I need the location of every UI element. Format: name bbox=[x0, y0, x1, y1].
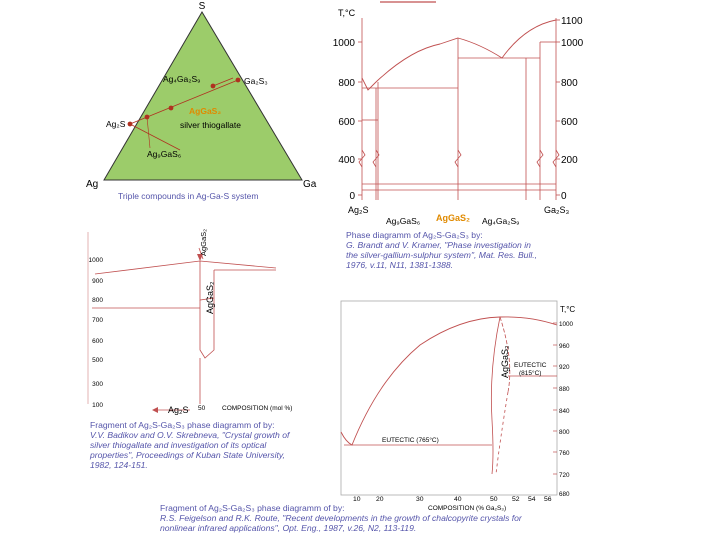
xtick-40: 40 bbox=[454, 496, 462, 503]
caption-ref: 1976, v.11, N11, 1381-1388. bbox=[346, 260, 454, 270]
caption-ref: 1982, 124-151. bbox=[90, 460, 148, 470]
axis-label-t: T,°C bbox=[560, 305, 576, 314]
compound-label-top: AgGaS₂ bbox=[199, 228, 208, 256]
triangle-caption: Triple compounds in Ag-Ga-S system bbox=[118, 191, 259, 201]
caption-line bbox=[346, 240, 586, 250]
tick-left-400: 400 bbox=[338, 155, 355, 166]
xtick-52: 52 bbox=[512, 496, 520, 503]
tick-720: 720 bbox=[559, 472, 570, 479]
caption-line bbox=[346, 250, 586, 260]
tick-1000: 1000 bbox=[88, 257, 103, 264]
label-ag2s: Ag₂S bbox=[106, 119, 126, 129]
phase-diagram-brandt bbox=[333, 2, 584, 226]
caption-ref: V.V. Badikov and O.V. Skrebneva, "Crystal growth of bbox=[90, 430, 290, 440]
arrow-left-head bbox=[152, 407, 158, 413]
eutectic-label-765: EUTECTIC (765°C) bbox=[382, 437, 439, 444]
phase-diagram-badikov bbox=[88, 229, 292, 415]
tick-840: 840 bbox=[559, 408, 570, 415]
caption-ref: the silver-gallium-sulphur system", Mat. Res. Bull., bbox=[346, 250, 538, 260]
tick-300: 300 bbox=[92, 381, 103, 388]
tick-right-1000: 1000 bbox=[561, 38, 584, 49]
xlabel-ag9gas6: Ag₉GaS₆ bbox=[386, 216, 421, 226]
tick-right-1100: 1100 bbox=[561, 16, 583, 27]
caption-ref: properties", Proceedings of Kuban State University, bbox=[90, 450, 285, 460]
caption-line bbox=[160, 523, 600, 533]
phase-diagram-feigelson bbox=[341, 301, 575, 512]
caption-feigelson bbox=[160, 503, 600, 533]
solvus-left bbox=[491, 317, 500, 474]
xtick-50: 50 bbox=[490, 496, 498, 503]
label-aggas2: AgGaS₂ bbox=[189, 106, 222, 116]
caption-ref: G. Brandt and V. Kramer, "Phase investigation in bbox=[346, 240, 531, 250]
tick-right-600: 600 bbox=[561, 117, 578, 128]
tick-600: 600 bbox=[92, 338, 103, 345]
tick-left-800: 800 bbox=[338, 78, 355, 89]
tick-900: 900 bbox=[92, 278, 103, 285]
caption-brandt bbox=[346, 230, 586, 270]
point-ag4ga2s9 bbox=[211, 84, 216, 89]
caption-badikov bbox=[90, 420, 330, 470]
label-ag9gas6: Ag₉GaS₆ bbox=[147, 149, 182, 159]
tick-right-200: 200 bbox=[561, 155, 578, 166]
caption-ref: R.S. Feigelson and R.K. Route, "Recent developments in the growth of chalcopyrite crystals for bbox=[160, 513, 522, 523]
xtick-54: 54 bbox=[528, 496, 536, 503]
caption-line bbox=[90, 440, 330, 450]
tick-left-600: 600 bbox=[338, 117, 355, 128]
tick-left-0: 0 bbox=[349, 191, 355, 202]
caption-ref: nonlinear infrared applications", Opt. Eng., 1987, v.26, N2, 113-119. bbox=[160, 523, 417, 533]
tick-1000: 1000 bbox=[559, 321, 574, 328]
caption-ref: silver thiogallate and investigation of its optical bbox=[90, 440, 267, 450]
tick-left-1000: 1000 bbox=[332, 38, 355, 49]
tick-700: 700 bbox=[92, 317, 103, 324]
xlabel-aggas2: AgGaS₂ bbox=[436, 213, 471, 223]
vertex-s-label: S bbox=[198, 1, 206, 12]
tick-920: 920 bbox=[559, 364, 570, 371]
xlabel-ag2s: Ag₂S bbox=[348, 205, 369, 215]
caption-line bbox=[160, 513, 600, 523]
liquidus-curve bbox=[341, 317, 557, 445]
tick-680: 680 bbox=[559, 491, 570, 498]
x-axis-label: COMPOSITION (mol %) bbox=[222, 405, 293, 412]
caption-line bbox=[90, 430, 330, 440]
tick-right-0: 0 bbox=[561, 191, 567, 202]
point-ga2s3 bbox=[236, 78, 241, 83]
point-aggas2 bbox=[169, 106, 174, 111]
tick-500: 500 bbox=[92, 357, 103, 364]
ternary-diagram bbox=[86, 1, 317, 201]
xtick-50: 50 bbox=[198, 405, 206, 412]
caption-line: Fragment of Ag₂S-Ga₂S₃ phase diagramm of by: bbox=[160, 503, 345, 513]
caption-line: Fragment of Ag₂S-Ga₂S₃ phase diagramm of by: bbox=[90, 420, 275, 430]
tick-800: 800 bbox=[92, 297, 103, 304]
plot-frame bbox=[341, 301, 557, 495]
x-axis-label: COMPOSITION (% Ga₂S₃) bbox=[428, 505, 507, 512]
tick-800: 800 bbox=[559, 429, 570, 436]
tick-880: 880 bbox=[559, 386, 570, 393]
ternary-triangle bbox=[104, 12, 302, 180]
liquidus-curve bbox=[362, 20, 556, 90]
xtick-10: 10 bbox=[353, 496, 361, 503]
eutectic-label-815: EUTECTIC bbox=[514, 362, 547, 369]
phase-boundaries bbox=[359, 38, 559, 200]
xtick-30: 30 bbox=[416, 496, 424, 503]
tick-100: 100 bbox=[92, 402, 103, 409]
liquidus-curve bbox=[95, 261, 276, 274]
xlabel-ag4ga2s9: Ag₄Ga₂S₉ bbox=[482, 216, 520, 226]
tick-right-800: 800 bbox=[561, 78, 578, 89]
caption-line bbox=[90, 460, 330, 470]
label-silver-thiogallate: silver thiogallate bbox=[180, 120, 241, 130]
xlabel-ga2s3: Ga₂S₃ bbox=[544, 205, 570, 215]
solvus-lower bbox=[496, 392, 508, 474]
xtick-56: 56 bbox=[544, 496, 552, 503]
label-ga2s3: Ga₂S₃ bbox=[244, 76, 268, 86]
vertex-ga-label: Ga bbox=[303, 179, 317, 190]
caption-line: Phase diagramm of Ag₂S-Ga₂S₃ by: bbox=[346, 230, 483, 240]
xtick-20: 20 bbox=[376, 496, 384, 503]
vertex-ag-label: Ag bbox=[86, 179, 99, 190]
compound-label-mid: AgGaS₂ bbox=[205, 281, 215, 314]
caption-line bbox=[346, 260, 586, 270]
xlabel-ag2s: Ag₂S bbox=[168, 405, 189, 415]
tick-960: 960 bbox=[559, 343, 570, 350]
eutectic-temp-815: (815°C) bbox=[519, 370, 542, 377]
caption-line bbox=[90, 450, 330, 460]
axis-label-t: T,°C bbox=[338, 8, 356, 18]
tick-760: 760 bbox=[559, 450, 570, 457]
compound-label: AgGaS₂ bbox=[500, 345, 510, 378]
label-ag4ga2s9: Ag₄Ga₂S₉ bbox=[163, 74, 201, 84]
point-ag2s bbox=[128, 122, 133, 127]
